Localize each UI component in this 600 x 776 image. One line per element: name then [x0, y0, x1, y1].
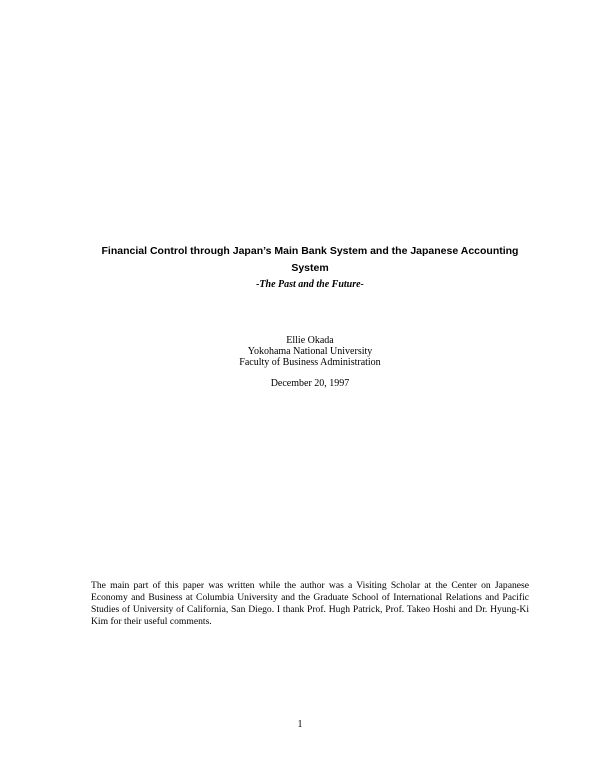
- author-institution: Yokohama National University: [247, 346, 373, 357]
- page-number: 1: [297, 719, 303, 730]
- acknowledgement-footnote: The main part of this paper was written while the author was a Visiting Scholar at the Center on Japanese Economy and Business at Columbia University and the Graduate School of International Relations and Pacific Studies of University of California, San Diego. I thank Prof. Hugh Patrick, Prof. Takeo Hoshi and Dr. Hyung-Ki Kim for their useful comments.: [91, 580, 529, 627]
- author-name: Ellie Okada: [286, 335, 334, 346]
- paper-date: December 20, 1997: [270, 378, 350, 389]
- author-block: [150, 335, 470, 368]
- paper-subtitle: -The Past and the Future-: [256, 279, 364, 290]
- author-faculty: Faculty of Business Administration: [239, 357, 381, 368]
- paper-title: Financial Control through Japan’s Main Bank System and the Japanese Accounting System: [101, 245, 519, 274]
